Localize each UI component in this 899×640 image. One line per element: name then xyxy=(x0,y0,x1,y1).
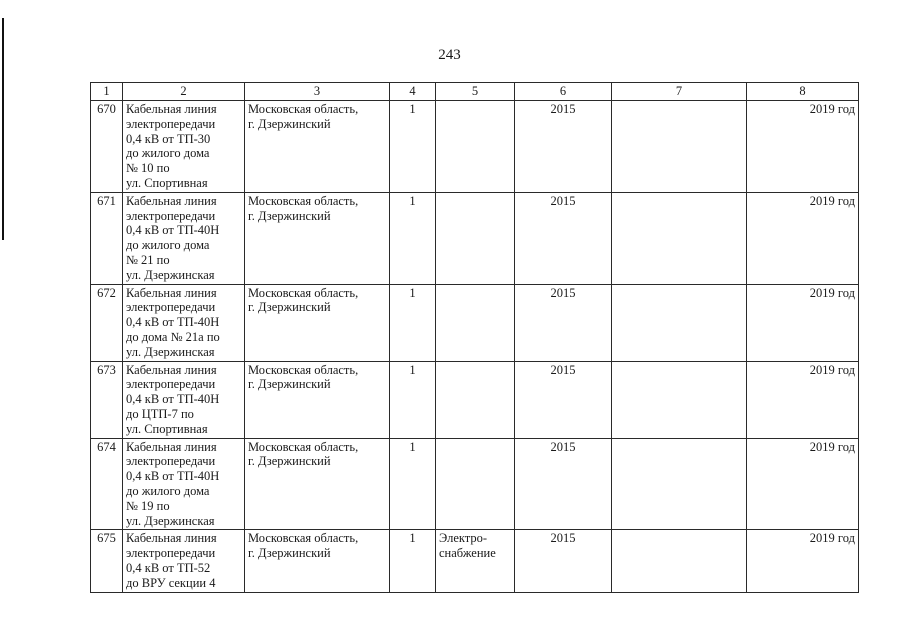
object-purpose xyxy=(436,101,515,193)
commission-year: 2015 xyxy=(515,438,612,530)
deadline-year: 2019 год xyxy=(747,361,859,438)
object-name: Кабельная линия электропередачи 0,4 кВ от ТП-40Н до жилого дома № 21 по ул. Дзержинская xyxy=(123,192,245,284)
object-location: Московская область, г. Дзержинский xyxy=(245,530,390,592)
row-number: 671 xyxy=(91,192,123,284)
column-7-value xyxy=(612,192,747,284)
deadline-year: 2019 год xyxy=(747,192,859,284)
object-quantity: 1 xyxy=(390,438,436,530)
commission-year: 2015 xyxy=(515,101,612,193)
commission-year: 2015 xyxy=(515,192,612,284)
header-row xyxy=(91,83,859,101)
table-row xyxy=(91,438,859,530)
object-quantity: 1 xyxy=(390,284,436,361)
row-number: 674 xyxy=(91,438,123,530)
column-header-2: 2 xyxy=(123,83,245,101)
object-name: Кабельная линия электропередачи 0,4 кВ от ТП-40Н до дома № 21а по ул. Дзержинская xyxy=(123,284,245,361)
object-name: Кабельная линия электропередачи 0,4 кВ от ТП-40Н до жилого дома № 19 по ул. Дзержинская xyxy=(123,438,245,530)
object-location: Московская область, г. Дзержинский xyxy=(245,438,390,530)
row-number: 673 xyxy=(91,361,123,438)
table-row xyxy=(91,101,859,193)
commission-year: 2015 xyxy=(515,284,612,361)
table-body xyxy=(91,101,859,593)
object-quantity: 1 xyxy=(390,101,436,193)
deadline-year: 2019 год xyxy=(747,101,859,193)
row-number: 670 xyxy=(91,101,123,193)
column-header-4: 4 xyxy=(390,83,436,101)
commission-year: 2015 xyxy=(515,361,612,438)
column-7-value xyxy=(612,530,747,592)
object-name: Кабельная линия электропередачи 0,4 кВ от ТП-52 до ВРУ секции 4 xyxy=(123,530,245,592)
object-location: Московская область, г. Дзержинский xyxy=(245,361,390,438)
column-header-8: 8 xyxy=(747,83,859,101)
property-registry-table xyxy=(90,82,859,593)
column-7-value xyxy=(612,361,747,438)
column-7-value xyxy=(612,438,747,530)
object-quantity: 1 xyxy=(390,530,436,592)
table-row xyxy=(91,530,859,592)
deadline-year: 2019 год xyxy=(747,438,859,530)
object-location: Московская область, г. Дзержинский xyxy=(245,284,390,361)
column-header-1: 1 xyxy=(91,83,123,101)
object-purpose: Электро- снабжение xyxy=(436,530,515,592)
column-7-value xyxy=(612,284,747,361)
object-quantity: 1 xyxy=(390,361,436,438)
column-header-6: 6 xyxy=(515,83,612,101)
object-name: Кабельная линия электропередачи 0,4 кВ от ТП-30 до жилого дома № 10 по ул. Спортивная xyxy=(123,101,245,193)
object-purpose xyxy=(436,192,515,284)
commission-year: 2015 xyxy=(515,530,612,592)
row-number: 672 xyxy=(91,284,123,361)
object-quantity: 1 xyxy=(390,192,436,284)
table-row xyxy=(91,284,859,361)
deadline-year: 2019 год xyxy=(747,284,859,361)
column-header-7: 7 xyxy=(612,83,747,101)
table-header xyxy=(91,83,859,101)
object-name: Кабельная линия электропередачи 0,4 кВ от ТП-40Н до ЦТП-7 по ул. Спортивная xyxy=(123,361,245,438)
table-row xyxy=(91,192,859,284)
object-purpose xyxy=(436,361,515,438)
object-location: Московская область, г. Дзержинский xyxy=(245,101,390,193)
object-purpose xyxy=(436,284,515,361)
deadline-year: 2019 год xyxy=(747,530,859,592)
table-row xyxy=(91,361,859,438)
page-number: 243 xyxy=(438,47,461,63)
column-header-3: 3 xyxy=(245,83,390,101)
column-header-5: 5 xyxy=(436,83,515,101)
object-location: Московская область, г. Дзержинский xyxy=(245,192,390,284)
object-purpose xyxy=(436,438,515,530)
row-number: 675 xyxy=(91,530,123,592)
column-7-value xyxy=(612,101,747,193)
